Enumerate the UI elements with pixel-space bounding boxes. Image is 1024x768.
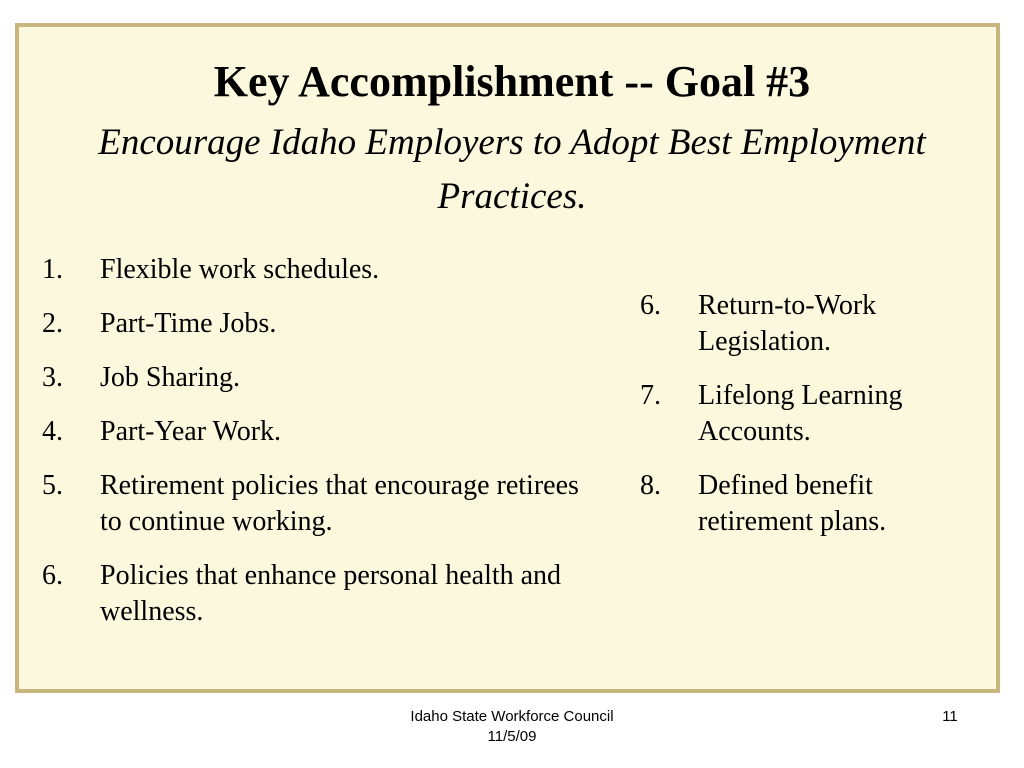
slide-title: Key Accomplishment -- Goal #3	[213, 57, 811, 106]
item-number: 6.	[640, 290, 661, 321]
item-text: Flexible work schedules.	[100, 254, 380, 285]
footer-organization: Idaho State Workforce Council	[410, 708, 614, 725]
list-item	[640, 378, 980, 450]
item-number: 5.	[42, 470, 63, 501]
item-number: 7.	[640, 380, 661, 411]
page-number: 11	[942, 708, 958, 725]
list-item	[42, 468, 602, 540]
item-text: Defined benefit retirement plans.	[698, 470, 887, 537]
left-list	[42, 252, 602, 648]
item-text: Job Sharing.	[100, 362, 240, 393]
item-number: 2.	[42, 308, 63, 339]
list-item	[42, 360, 602, 396]
item-text: Part-Year Work.	[100, 416, 282, 447]
footer	[300, 707, 724, 747]
list-item	[42, 252, 602, 288]
right-list	[640, 288, 980, 558]
item-number: 6.	[42, 560, 63, 591]
list-item	[42, 306, 602, 342]
item-text: Policies that enhance personal health and wellness.	[100, 560, 562, 627]
item-text: Part-Time Jobs.	[100, 308, 277, 339]
list-item	[640, 288, 980, 360]
slide-subtitle: Encourage Idaho Employers to Adopt Best Employment Practices.	[98, 122, 926, 217]
item-text: Lifelong Learning Accounts.	[698, 380, 903, 447]
item-number: 1.	[42, 254, 63, 285]
item-number: 3.	[42, 362, 63, 393]
footer-date: 11/5/09	[487, 728, 537, 745]
item-number: 4.	[42, 416, 63, 447]
item-text: Return-to-Work Legislation.	[698, 290, 877, 357]
item-number: 8.	[640, 470, 661, 501]
list-item	[42, 558, 602, 630]
list-item	[640, 468, 980, 540]
item-text: Retirement policies that encourage retirees to continue working.	[100, 470, 579, 537]
list-item	[42, 414, 602, 450]
